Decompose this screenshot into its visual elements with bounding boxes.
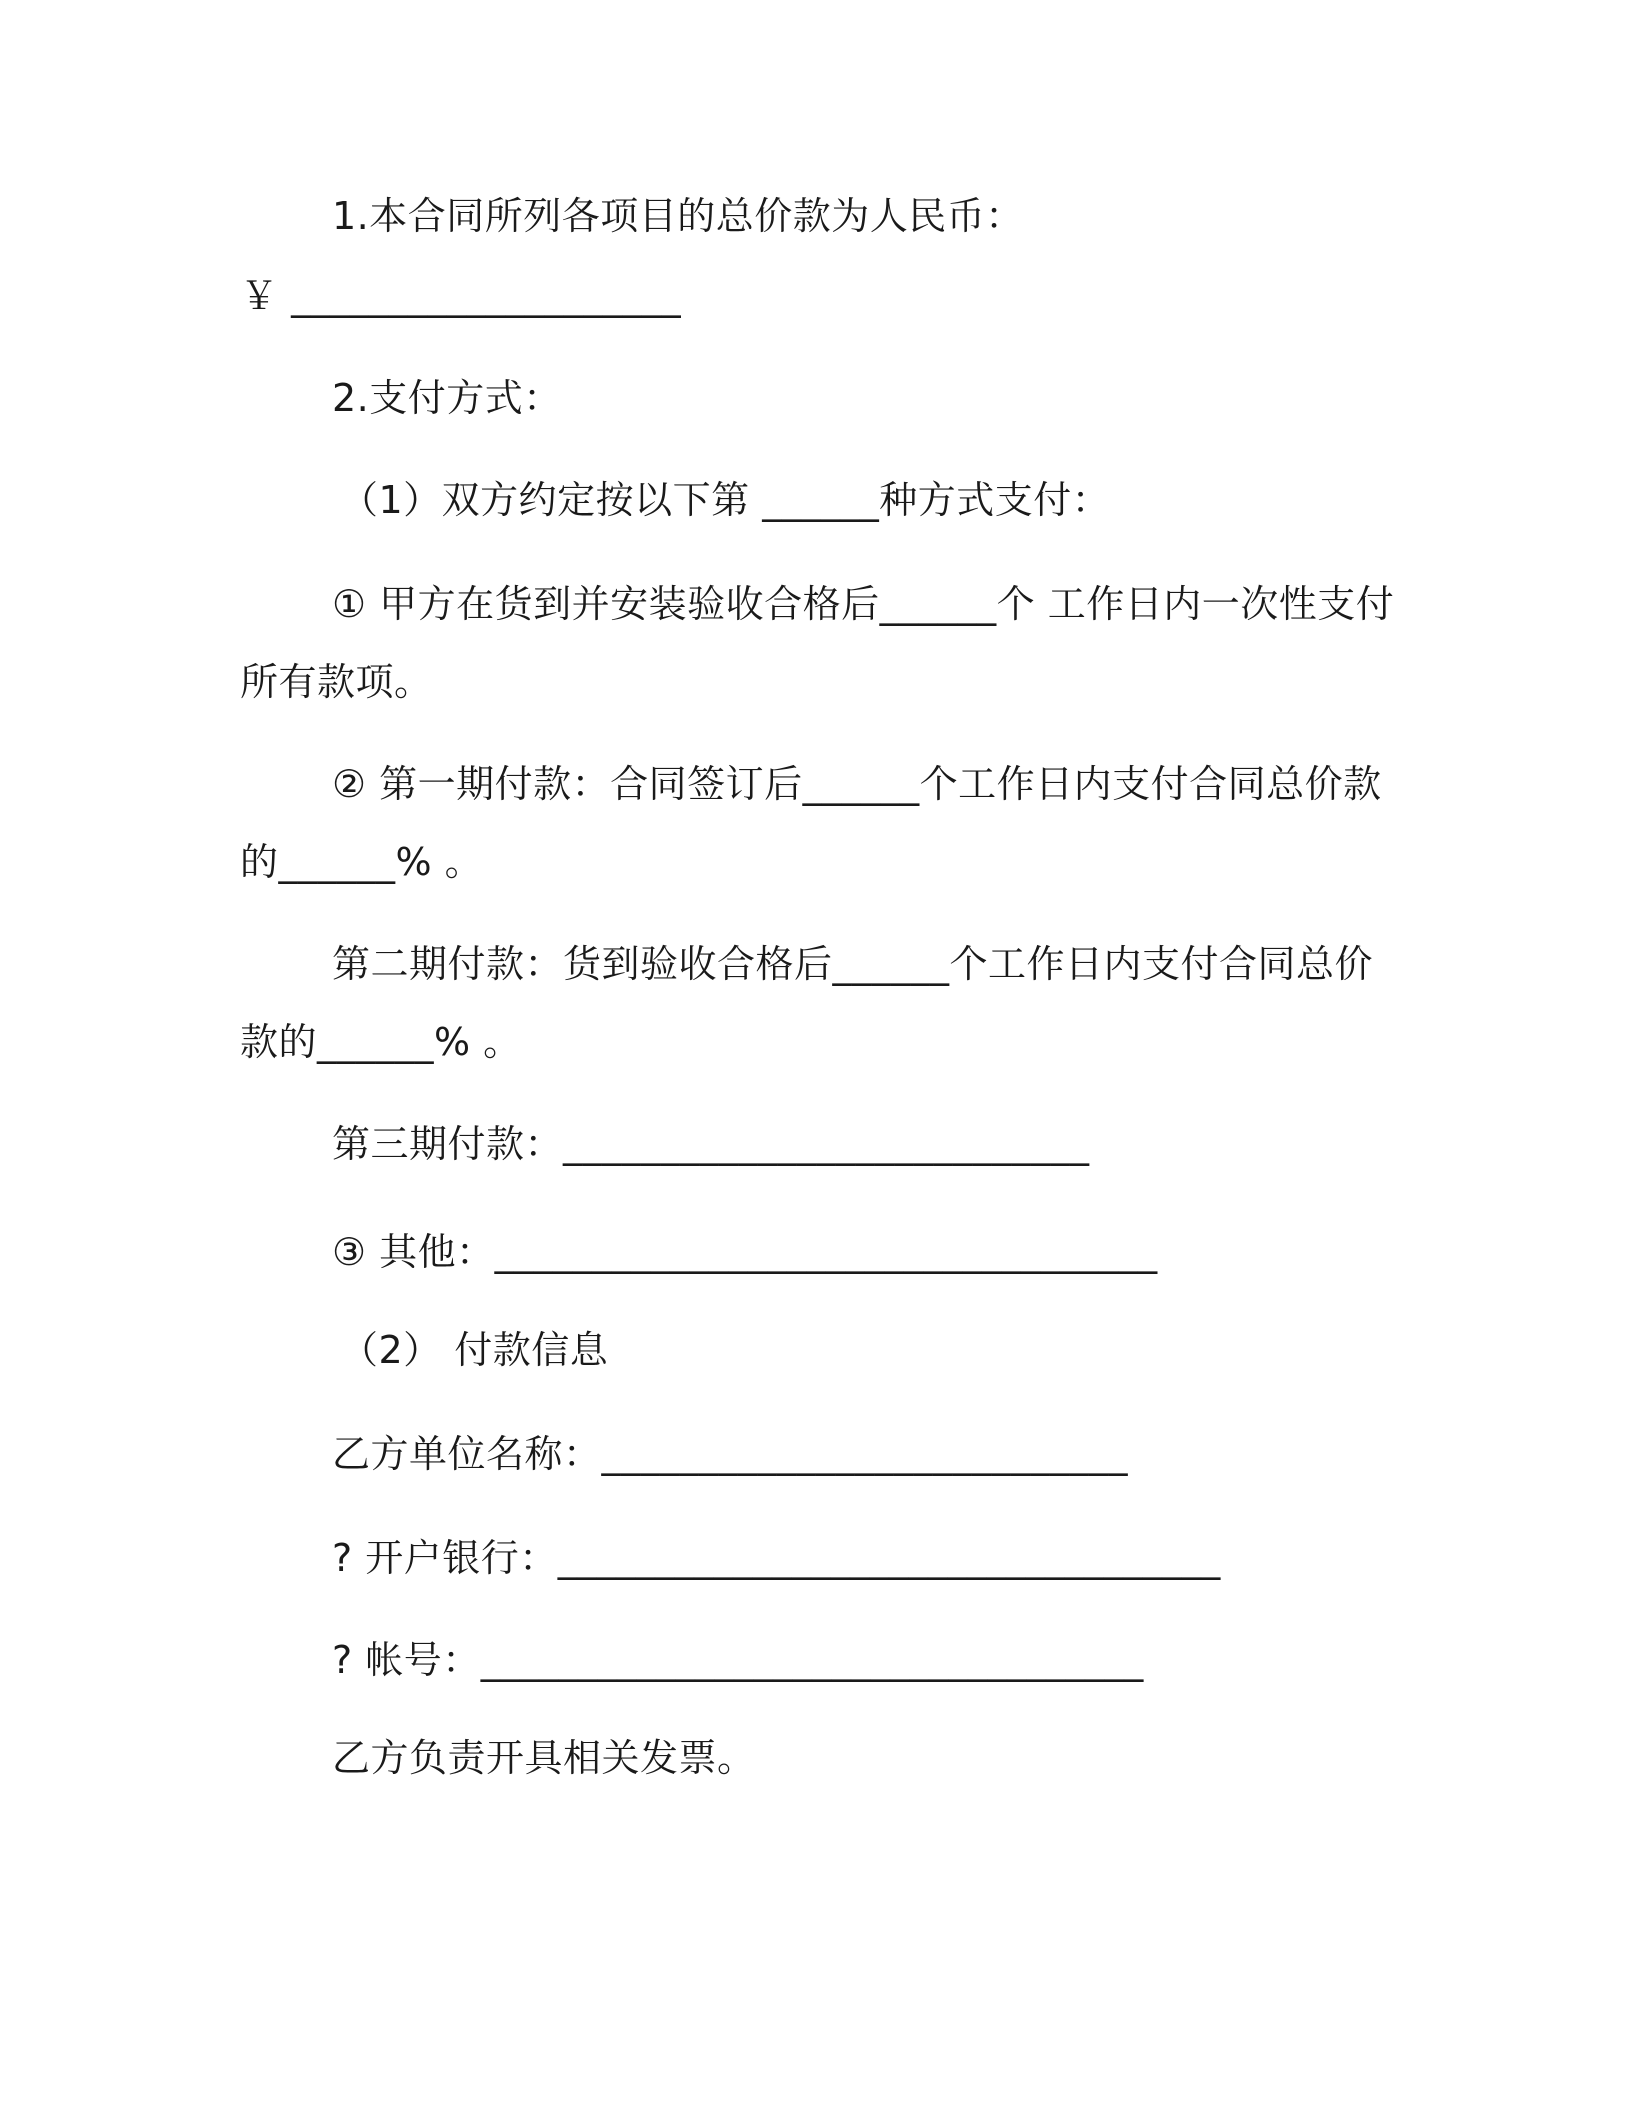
option-two-first-payment-line-2: 的______% 。 [240, 840, 484, 884]
bank-name-line: ? 开户银行：__________________________________ [332, 1536, 1221, 1580]
option-two-first-payment-line-1: ② 第一期付款：合同签订后______个工作日内支付合同总价款 [332, 762, 1382, 806]
total-price-heading: 1.本合同所列各项目的总价款为人民币： [332, 194, 1024, 238]
account-number-line: ? 帐号：__________________________________ [332, 1638, 1144, 1682]
party-b-name-line: 乙方单位名称：___________________________ [332, 1432, 1129, 1476]
option-three-other-line: ③ 其他：__________________________________ [332, 1230, 1158, 1274]
total-price-blank: ￥ ____________________ [240, 274, 682, 318]
payment-option-choice: （1）双方约定按以下第 ______种方式支付： [340, 478, 1111, 522]
second-payment-line-1: 第二期付款：货到验收合格后______个工作日内支付合同总价 [332, 942, 1374, 986]
option-one-line-2: 所有款项。 [240, 660, 433, 704]
third-payment-line: 第三期付款：___________________________ [332, 1122, 1090, 1166]
payment-method-heading: 2.支付方式： [332, 376, 562, 420]
second-payment-line-2: 款的______% 。 [240, 1020, 522, 1064]
option-one-line-1: ① 甲方在货到并安装验收合格后______个 工作日内一次性支付 [332, 582, 1395, 626]
invoice-note: 乙方负责开具相关发票。 [332, 1736, 756, 1780]
payment-info-heading: （2） 付款信息 [340, 1328, 609, 1372]
